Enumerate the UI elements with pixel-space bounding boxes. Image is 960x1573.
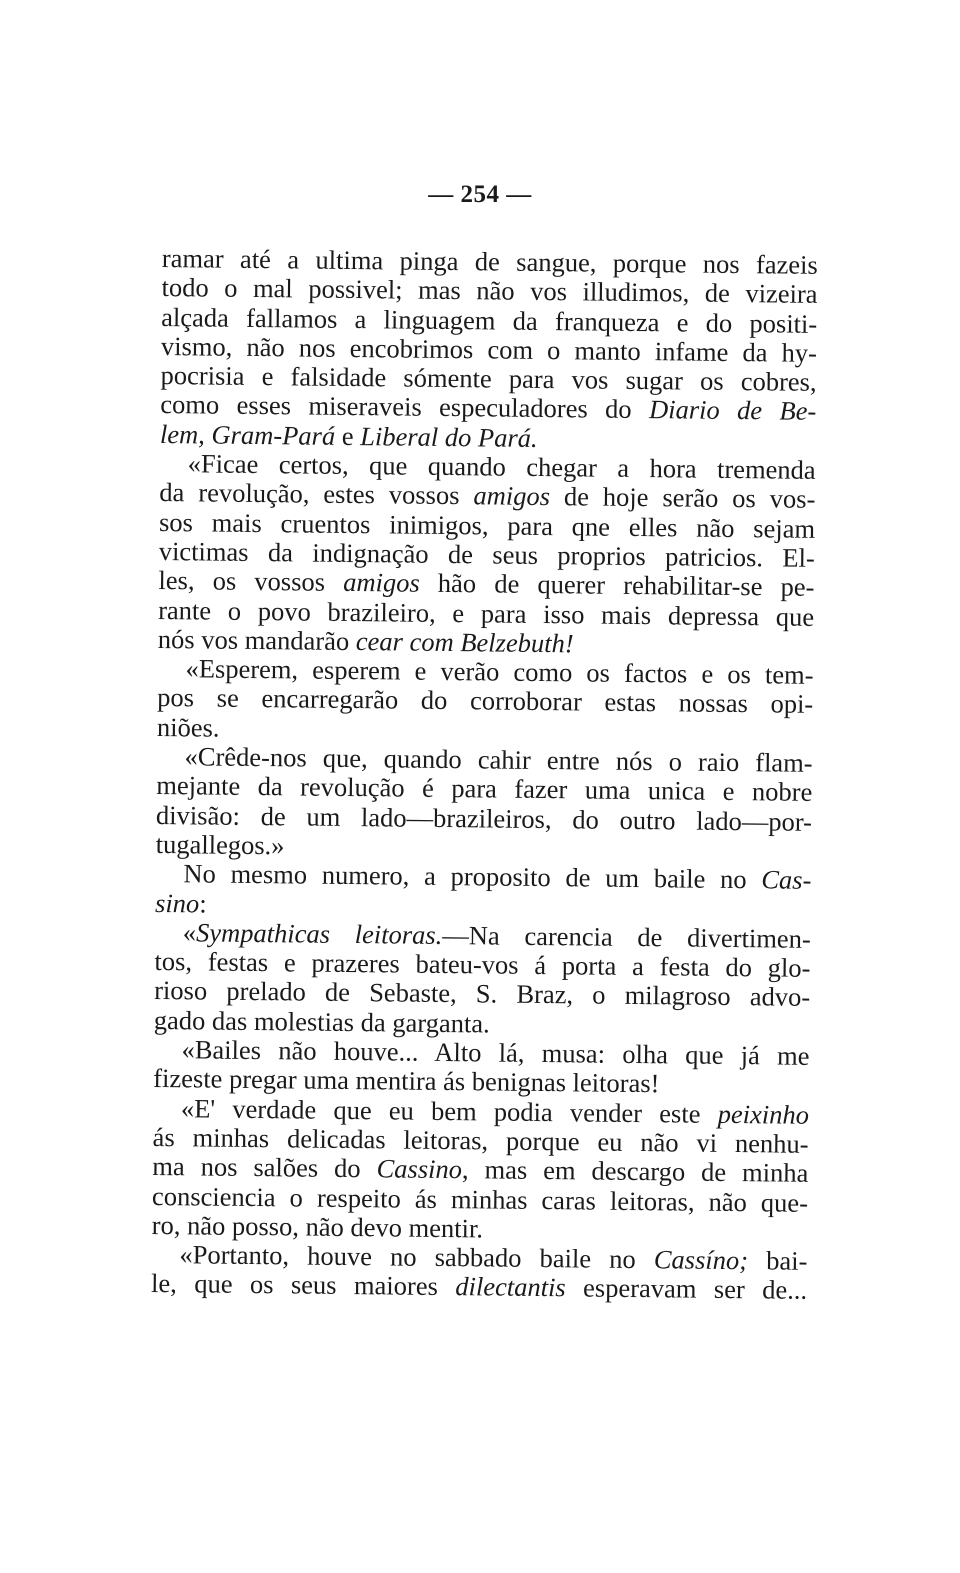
text-segment: : bbox=[199, 887, 207, 919]
text-segment: ma nos salões do bbox=[152, 1151, 377, 1184]
text-line bbox=[151, 1269, 807, 1305]
text-segment: tugallegos.» bbox=[155, 828, 285, 861]
text-segment: consciencia o respeito ás minhas caras leitoras, não que- bbox=[151, 1180, 809, 1218]
italic-text: cear com Belzebuth! bbox=[355, 625, 574, 659]
text-segment: les, os vossos bbox=[158, 565, 344, 598]
page-number: — 254 — bbox=[428, 181, 532, 208]
text-segment: gado das molestias da garganta. bbox=[153, 1004, 490, 1039]
body-text bbox=[151, 244, 818, 1305]
text-segment: «Esperem, esperem e verão como os factos e os tem- bbox=[185, 653, 814, 691]
italic-text: amigos bbox=[343, 567, 420, 598]
text-segment: « bbox=[182, 917, 197, 948]
italic-text: Liberal do Pará. bbox=[360, 420, 538, 453]
text-segment: ro, não posso, não devo mentir. bbox=[151, 1209, 484, 1244]
italic-text: lem, Gram-Pará bbox=[159, 418, 336, 451]
text-segment: «Portanto, houve no sabbado baile no bbox=[179, 1239, 654, 1275]
italic-text: Cas- bbox=[761, 864, 812, 896]
text-segment: ramar até a ultima pinga de sangue, porque nos fazeis bbox=[161, 243, 818, 280]
text-segment: hão de querer rehabilitar-se pe- bbox=[419, 567, 815, 603]
text-segment: como esses miseraveis especuladores do bbox=[160, 389, 650, 425]
text-segment: No mesmo numero, a proposito de um baile no bbox=[183, 858, 762, 895]
italic-text: sino bbox=[154, 887, 200, 918]
text-segment: «Crêde-nos que, quando cahir entre nós o raio flam- bbox=[184, 741, 813, 778]
text-segment: , mas em descargo de minha bbox=[461, 1154, 809, 1189]
text-segment: divisão: de um lado—brazileiros, do outro lado—por- bbox=[155, 799, 813, 837]
italic-text: Cassino bbox=[376, 1153, 463, 1185]
text-segment: ás minhas delicadas leitoras, porque eu não vi nenhu- bbox=[152, 1121, 809, 1159]
italic-text: Cassíno; bbox=[653, 1244, 749, 1276]
text-segment: todo o mal possivel; mas não vos illudimos, de vizeira bbox=[161, 272, 818, 310]
text-segment: alçada fallamos a linguagem da franqueza e do positi- bbox=[161, 301, 818, 339]
text-segment: victimas da indignação de seus proprios patricios. El- bbox=[158, 535, 815, 573]
text-segment: de hoje serão os vos- bbox=[549, 481, 816, 515]
text-segment: pocrisia e falsidade sómente para vos sugar os cobres, bbox=[160, 360, 817, 398]
italic-text: Sympathicas leitoras. bbox=[195, 917, 443, 950]
text-segment: niões. bbox=[156, 711, 220, 743]
text-segment: «Bailes não houve... Alto lá, musa: olha que já me bbox=[181, 1034, 810, 1071]
text-segment: rioso prelado de Sebaste, S. Braz, o milagroso advo- bbox=[154, 975, 811, 1013]
text-segment: fizeste pregar uma mentira ás benignas leitoras! bbox=[153, 1063, 660, 1099]
text-segment: vismo, não nos encobrimos com o manto infame da hy- bbox=[160, 330, 818, 368]
italic-text: dilectantis bbox=[455, 1271, 566, 1303]
text-segment: nós vos mandarão bbox=[157, 623, 356, 656]
text-segment: mejante da revolução é para fazer uma unica e nobre bbox=[156, 770, 813, 808]
text-segment: esperavam ser de... bbox=[565, 1272, 808, 1306]
text-segment: da revolução, estes vossos bbox=[159, 477, 474, 511]
text-segment: tos, festas e prazeres bateu-vos á porta a festa do glo- bbox=[154, 946, 811, 983]
italic-text: Diario de Be- bbox=[648, 394, 817, 427]
italic-text: peixinho bbox=[717, 1098, 810, 1130]
text-segment: bai- bbox=[747, 1245, 808, 1276]
text-segment: —Na carencia de divertimen- bbox=[442, 919, 811, 954]
text-segment: «Ficae certos, que quando chegar a hora tremenda bbox=[187, 448, 816, 485]
text-segment: pos se encarregarão do corroborar estas nossas opi- bbox=[157, 682, 814, 720]
text-segment: «E' verdade que eu bem podia vender este bbox=[180, 1092, 718, 1129]
text-segment: sos mais cruentos inimigos, para qne elles não sejam bbox=[158, 506, 816, 544]
text-segment: e bbox=[335, 420, 361, 451]
text-segment: rante o povo brazileiro, e para isso mais depressa que bbox=[158, 594, 815, 632]
italic-text: amigos bbox=[473, 480, 551, 512]
text-segment: le, que os seus maiores bbox=[150, 1268, 456, 1302]
